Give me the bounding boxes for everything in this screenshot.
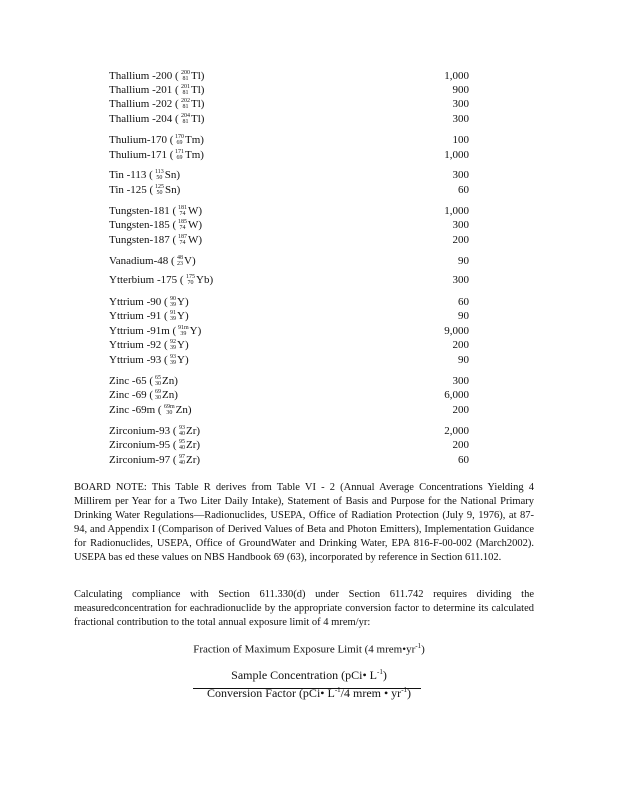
- table-row: [109, 254, 469, 268]
- isotope-notation: 48 23: [177, 255, 183, 268]
- nuclide-name: Tungsten-187 (: [109, 234, 177, 246]
- isotope-notation: 92 39: [170, 339, 176, 352]
- isotope-notation: 69 30: [155, 389, 161, 402]
- nuclide-name: Ytterbium -175 (: [109, 274, 184, 286]
- isotope-notation: 113 50: [155, 169, 164, 182]
- nuclide-name: Thulium-171 (: [109, 149, 174, 161]
- isotope-notation: 171 69: [175, 149, 184, 162]
- table-row: [109, 374, 469, 388]
- nuclide-symbol: 171 69 Tm): [175, 149, 204, 162]
- nuclide-name: Yttrium -91 (: [109, 310, 168, 322]
- nuclide-symbol: 204 81 Tl): [181, 113, 205, 126]
- nuclide-symbol: 187 74 W): [178, 234, 203, 247]
- table-row: [109, 112, 469, 126]
- nuclide-symbol: 181 74 W): [178, 205, 203, 218]
- isotope-notation: 69m 30: [164, 404, 175, 417]
- concentration-value: 1,000: [444, 70, 469, 82]
- board-note: BOARD NOTE: This Table R derives from Table VI - 2 (Annual Average Concentrations Yielding 4 Millirem per Year for a Two Liter Daily Intake), Statement of Basis and Purpose for the National Primary Drinking Water Regulations—Radionuclides, USEPA, Office of Radiation Protection (July 9, 1976), at 87-94, and Appendix I (Comparison of Derived Values of Beta and Photon Emitters), Implementation Guidance for Radionuclides, USEPA, Office of GroundWater and Drinking Water, EPA 816-F-00-002 (March2002). USEPA bas ed these values on NBS Handbook 69 (63), incorporated by reference in Section 611.102.: [74, 482, 534, 563]
- table-row: [109, 324, 469, 338]
- concentration-value: 2,000: [444, 425, 469, 437]
- isotope-notation: 204 81: [181, 113, 190, 126]
- nuclide-symbol: 97 40 Zr): [179, 454, 201, 467]
- nuclide-name: Tin -113 (: [109, 169, 153, 181]
- nuclide-name: Thallium -200 (: [109, 70, 179, 82]
- concentration-value: 100: [452, 134, 469, 146]
- nuclide-name: Tin -125 (: [109, 184, 154, 196]
- nuclide-symbol: 65 30 Zn): [155, 375, 178, 388]
- concentration-value: 200: [452, 439, 469, 451]
- concentration-value: 1,000: [444, 205, 469, 217]
- nuclide-symbol: 95 40 Zr): [179, 439, 201, 452]
- concentration-value: 200: [452, 339, 469, 351]
- concentration-value: 300: [452, 113, 469, 125]
- formula-numerator: Sample Concentration (pCi• $L^{-1}$): [231, 668, 387, 682]
- isotope-notation: 181 74: [178, 205, 187, 218]
- table-row: [109, 97, 469, 111]
- concentration-value: 200: [452, 234, 469, 246]
- nuclide-symbol: 93 40 Zr): [179, 425, 201, 438]
- table-row: [109, 233, 469, 247]
- table-row: [109, 168, 469, 182]
- nuclide-name: Zinc -69 (: [109, 389, 153, 401]
- table-row: [109, 133, 469, 147]
- nuclide-name: Yttrium -92 (: [109, 339, 168, 351]
- table-row: [109, 424, 469, 438]
- isotope-notation: 93 39: [170, 354, 176, 367]
- nuclide-symbol: 90 39 Y): [170, 296, 189, 309]
- concentration-value: 9,000: [444, 325, 469, 337]
- nuclide-name: Zinc -69m (: [109, 404, 162, 416]
- concentration-value: 60: [458, 296, 469, 308]
- concentration-value: 900: [452, 84, 469, 96]
- compliance-paragraph: Calculating compliance with Section 611.330(d) under Section 611.742 requires dividing the measuredconcentration for eachradionuclide by the appropriate conversion factor to determine its calculated fractional contribution to the total annual exposure limit of 4 mrem/yr:: [74, 589, 534, 628]
- nuclide-name: Zirconium-95 (: [109, 439, 177, 451]
- concentration-value: 200: [452, 404, 469, 416]
- nuclide-name: Zirconium-97 (: [109, 454, 177, 466]
- isotope-notation: 187 74: [178, 234, 187, 247]
- nuclide-name: Tungsten-181 (: [109, 205, 177, 217]
- table-row: [109, 338, 469, 352]
- isotope-notation: 170 69: [175, 134, 184, 147]
- nuclide-name: Zinc -65 (: [109, 375, 153, 387]
- table-row: [109, 353, 469, 367]
- nuclide-name: Vanadium-48 (: [109, 255, 175, 267]
- concentration-value: 60: [458, 184, 469, 196]
- table-row: [109, 69, 469, 83]
- nuclide-symbol: 91 39 Y): [170, 310, 189, 323]
- isotope-notation: 202 81: [181, 98, 190, 111]
- nuclide-symbol: 201 81 Tl): [181, 84, 205, 97]
- table-row: [109, 309, 469, 323]
- table-row: [109, 204, 469, 218]
- formula-label: Fraction of Maximum Exposure Limit (4 $mrem•yr^{-1}$): [193, 642, 425, 656]
- concentration-value: 300: [452, 98, 469, 110]
- nuclide-name: Zirconium-93 (: [109, 425, 177, 437]
- concentration-value: 90: [458, 310, 469, 322]
- concentration-value: 1,000: [444, 149, 469, 161]
- concentration-value: 300: [452, 375, 469, 387]
- table-row: [109, 295, 469, 309]
- concentration-value: 60: [458, 454, 469, 466]
- isotope-notation: 97 40: [179, 454, 185, 467]
- concentration-value: 6,000: [444, 389, 469, 401]
- nuclide-symbol: 200 81 Tl): [181, 70, 205, 83]
- nuclide-symbol: 185 74 W): [178, 219, 203, 232]
- nuclide-symbol: 48 23 V): [177, 255, 196, 268]
- nuclide-symbol: 113 50 Sn): [155, 169, 181, 182]
- nuclide-name: Thallium -204 (: [109, 113, 179, 125]
- concentration-value: 90: [458, 354, 469, 366]
- nuclide-symbol: 175 70 Yb): [186, 274, 214, 287]
- table-row: [109, 183, 469, 197]
- isotope-notation: 95 40: [179, 439, 185, 452]
- isotope-notation: 200 81: [181, 70, 190, 83]
- nuclide-name: Yttrium -91m (: [109, 325, 177, 337]
- nuclide-name: Tungsten-185 (: [109, 219, 177, 231]
- table-row: [109, 438, 469, 452]
- isotope-notation: 93 40: [179, 425, 185, 438]
- nuclide-symbol: 69 30 Zn): [155, 389, 178, 402]
- concentration-value: 300: [452, 169, 469, 181]
- table-row: [109, 218, 469, 232]
- formula-denominator: Conversion Factor (pCi• $L^{-1}/4$ mrem • $yr^{-1}$): [206, 686, 412, 700]
- concentration-value: 90: [458, 255, 469, 267]
- isotope-notation: 65 30: [155, 375, 161, 388]
- nuclide-symbol: 92 39 Y): [170, 339, 189, 352]
- nuclide-symbol: 91m 39 Y): [178, 325, 202, 338]
- concentration-value: 300: [452, 274, 469, 286]
- table-row: [109, 388, 469, 402]
- nuclide-name: Thulium-170 (: [109, 134, 174, 146]
- table-row: [109, 403, 469, 417]
- isotope-notation: 91 39: [170, 310, 176, 323]
- nuclide-symbol: 69m 30 Zn): [164, 404, 192, 417]
- table-row: [109, 83, 469, 97]
- isotope-notation: 201 81: [181, 84, 190, 97]
- nuclide-symbol: 202 81 Tl): [181, 98, 205, 111]
- nuclide-symbol: 170 69 Tm): [175, 134, 204, 147]
- nuclide-name: Yttrium -90 (: [109, 296, 168, 308]
- isotope-notation: 175 70: [186, 274, 195, 287]
- nuclide-symbol: 93 39 Y): [170, 354, 189, 367]
- isotope-notation: 185 74: [178, 219, 187, 232]
- nuclide-name: Yttrium -93 (: [109, 354, 168, 366]
- nuclide-name: Thallium -201 (: [109, 84, 179, 96]
- isotope-notation: 125 50: [155, 184, 164, 197]
- table-row: [109, 148, 469, 162]
- isotope-notation: 90 39: [170, 296, 176, 309]
- table-row: [109, 453, 469, 467]
- nuclide-name: Thallium -202 (: [109, 98, 179, 110]
- table-row: [109, 273, 469, 287]
- concentration-value: 300: [452, 219, 469, 231]
- isotope-notation: 91m 39: [178, 325, 189, 338]
- nuclide-symbol: 125 50 Sn): [155, 184, 181, 197]
